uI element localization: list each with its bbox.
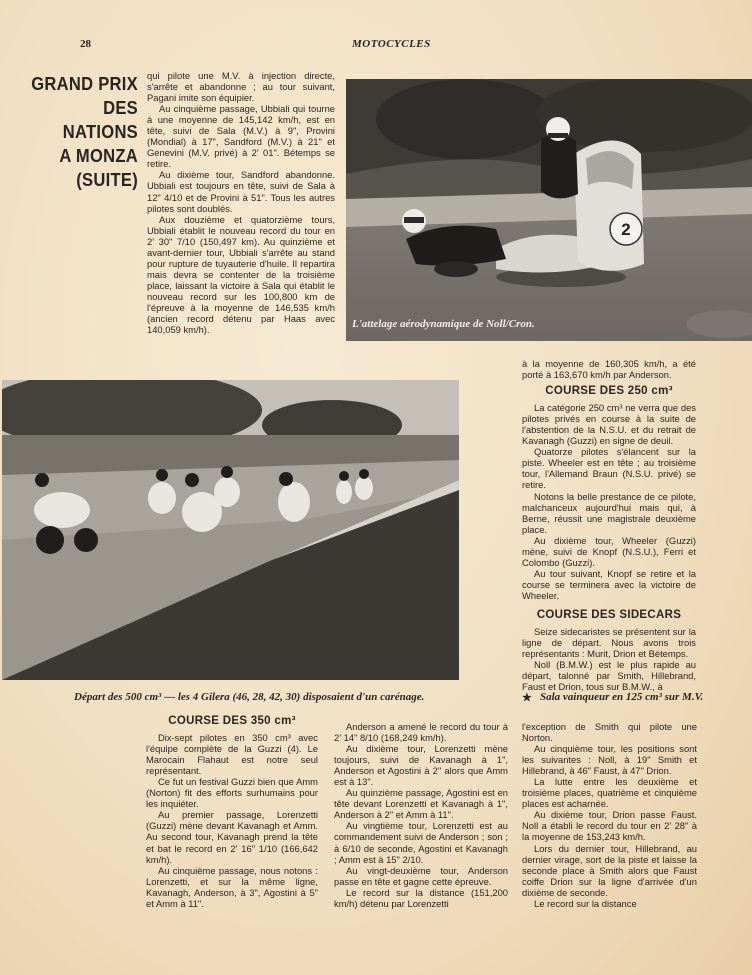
column-125-report <box>147 70 335 335</box>
paragraph: Dix-sept pilotes en 350 cm³ avec l'équipe complète de la Guzzi (4). Le Marocain Flahaut est notre seul représentant. <box>146 732 318 777</box>
race-start-caption: Départ des 500 cm³ — les 4 Gilera (46, 28, 42, 30) disposaient d'un carénage. <box>74 691 425 703</box>
heading-350: COURSE DES 350 cm³ <box>168 715 296 727</box>
paragraph: qui pilote une M.V. à injection directe, s'arrête et abandonne ; au tour suivant, Pagani imite son équipier. <box>147 70 335 104</box>
star-icon: ★ <box>522 692 532 704</box>
paragraph: Notons la belle prestance de ce pilote, malchanceux aujourd'hui mais qui, à Berne, réussit une magistrale deuxième place. <box>522 490 696 535</box>
title-line-2: DES NATIONS <box>62 98 139 142</box>
paragraph: Quatorze pilotes s'élancent sur la piste. Wheeler est en tête ; au troisième tour, l'Allemand Braun (N.S.U. privé) se retire. <box>522 446 696 491</box>
paragraph: à la moyenne de 160,305 km/h, a été porté à 163,670 km/h par Anderson. <box>522 358 696 381</box>
title-line-4: (SUITE) <box>76 170 138 190</box>
paragraph: Au cinquième passage, nous notons : Lorenzetti, et sur la même ligne, Kavanagh, Anderson, à 3", Agostini à 5" et Amm à 11". <box>146 864 318 909</box>
race-start-photo-image <box>2 380 459 680</box>
running-head: MOTOCYCLES <box>352 38 431 50</box>
paragraph: Lors du dernier tour, Hillebrand, au dernier virage, sort de la piste et laisse la seconde place à Smith alors que Faust coiffe Drion sur la ligne d'arrivée d'un dixième de seconde. <box>522 842 697 898</box>
paragraph: Le record sur la distance (151,200 km/h) détenu par Lorenzetti <box>334 886 508 909</box>
title-line-1: GRAND PRIX <box>31 74 138 94</box>
race-number-2: 2 <box>621 220 631 239</box>
paragraph: l'exception de Smith qui pilote une Norton. <box>522 721 697 744</box>
paragraph: Au vingtième tour, Lorenzetti est au commandement suivi de Anderson ; son ; à 6/10 de seconde, Agostini et Kavanagh ; Amm est à 15" 2/10. <box>334 820 508 865</box>
column-350 <box>146 716 318 909</box>
page-number: 28 <box>80 38 91 50</box>
paragraph: Noll (B.M.W.) est le plus rapide au départ, talonné par Smith, Hillebrand, Faust et Drion, tous sur B.M.W., à <box>522 659 696 693</box>
sidecar-photo <box>346 79 752 341</box>
heading-sidecars: COURSE DES SIDECARS <box>536 608 682 621</box>
race-start-photo <box>2 380 459 680</box>
paragraph: Au dixième tour, Lorenzetti mène toujours, suivi de Kavanagh à 1", Anderson et Agostini à 2" alors que Amm est à 13". <box>334 743 508 788</box>
heading-250: COURSE DES 250 cm³ <box>545 385 673 398</box>
paragraph: Au cinquième passage, Ubbiali qui tourne à une moyenne de 145,142 km/h, est en tête, suivi de Sala (M.V.) à 9", Provini (Mondial) à 17", Sandford (M.V.) à 21" et Genevini (M.V. privé) à 2' 01". Bétemps se retire. <box>147 103 335 170</box>
paragraph: Au tour suivant, Knopf se retire et la course se terminera avec la victoire de Wheeler. <box>522 567 696 601</box>
sala-caption: Sala vainqueur en 125 cm³ sur M.V. <box>540 691 704 703</box>
paragraph: Ce fut un festival Guzzi bien que Amm (Norton) fit des efforts surhumains pour les inquiéter. <box>146 776 318 810</box>
paragraph: Au quinzième passage, Agostini est en tête devant Lorenzetti et Kavanagh à 1", Anderson à 2" et Amm à 11". <box>334 787 508 821</box>
column-350-continued <box>334 721 508 909</box>
paragraph: Au dixième tour, Drion passe Faust. Noll a établi le record du tour en 2' 28" à la moyenne de 153,243 km/h. <box>522 809 697 843</box>
paragraph: Au dixième tour, Wheeler (Guzzi) mène, suivi de Knopf (N.S.U.), Ferri et Colombo (Guzzi). <box>522 534 696 568</box>
paragraph: Au cinquième tour, les positions sont les suivantes : Noll, à 19" Smith et Hillebrand, à 46" Faust, à 47" Drion. <box>522 743 697 777</box>
paragraph: Anderson a amené le record du tour à 2' 14" 8/10 (168,249 km/h). <box>334 721 508 744</box>
article-title <box>24 72 138 192</box>
paragraph: La catégorie 250 cm³ ne verra que des pilotes privés en course à la suite de l'abstention de la N.S.U. et du retrait de Kavanagh (Guzzi) en signe de deuil. <box>522 402 696 447</box>
paragraph: Au premier passage, Lorenzetti (Guzzi) mène devant Kavanagh et Amm. Au second tour, Kavanagh prend la tête et bat le record en 2' 16" 1/10 (166,642 km/h). <box>146 809 318 865</box>
paragraph: La lutte entre les deuxième et troisième places, quatrième et cinquième places est acharnée. <box>522 776 697 810</box>
sidecar-caption: L'attelage aérodynamique de Noll/Cron. <box>352 318 535 330</box>
paragraph: Aux douzième et quatorzième tours, Ubbiali établit le nouveau record du tour en 2' 30" 7/10 (150,497 km). Au quinzième et avant-dernier tour, Ubbiali s'arrête au stand pour rupture de tuyauterie d'huile. Il repartira mais devra se contenter de la troisième place, laissant la victoire à Sala qui établit le nouveau record sur les 100,800 km de l'épreuve à la moyenne de 146,535 km/h (ancien record détenu par Haas avec 140,059 km/h). <box>147 213 335 336</box>
paragraph: Le record sur la distance <box>534 897 637 909</box>
column-sidecars-continued <box>522 721 697 909</box>
title-line-3: A MONZA <box>59 146 138 166</box>
sidecar-photo-image <box>346 79 752 341</box>
paragraph: Seize sidecaristes se présentent sur la ligne de départ. Nous avons trois représentants : Murit, Drion et Bétemps. <box>522 626 696 660</box>
paragraph: Au dixième tour, Sandford abandonne. Ubbiali est toujours en tête, suivi de Sala à 12" 4/10 et de Provini à 51". Tous les autres pilotes sont doublés. <box>147 169 335 214</box>
paragraph: Au vingt-deuxième tour, Anderson passe en tête et gagne cette épreuve. <box>334 864 508 887</box>
column-250-sidecars <box>522 358 696 692</box>
